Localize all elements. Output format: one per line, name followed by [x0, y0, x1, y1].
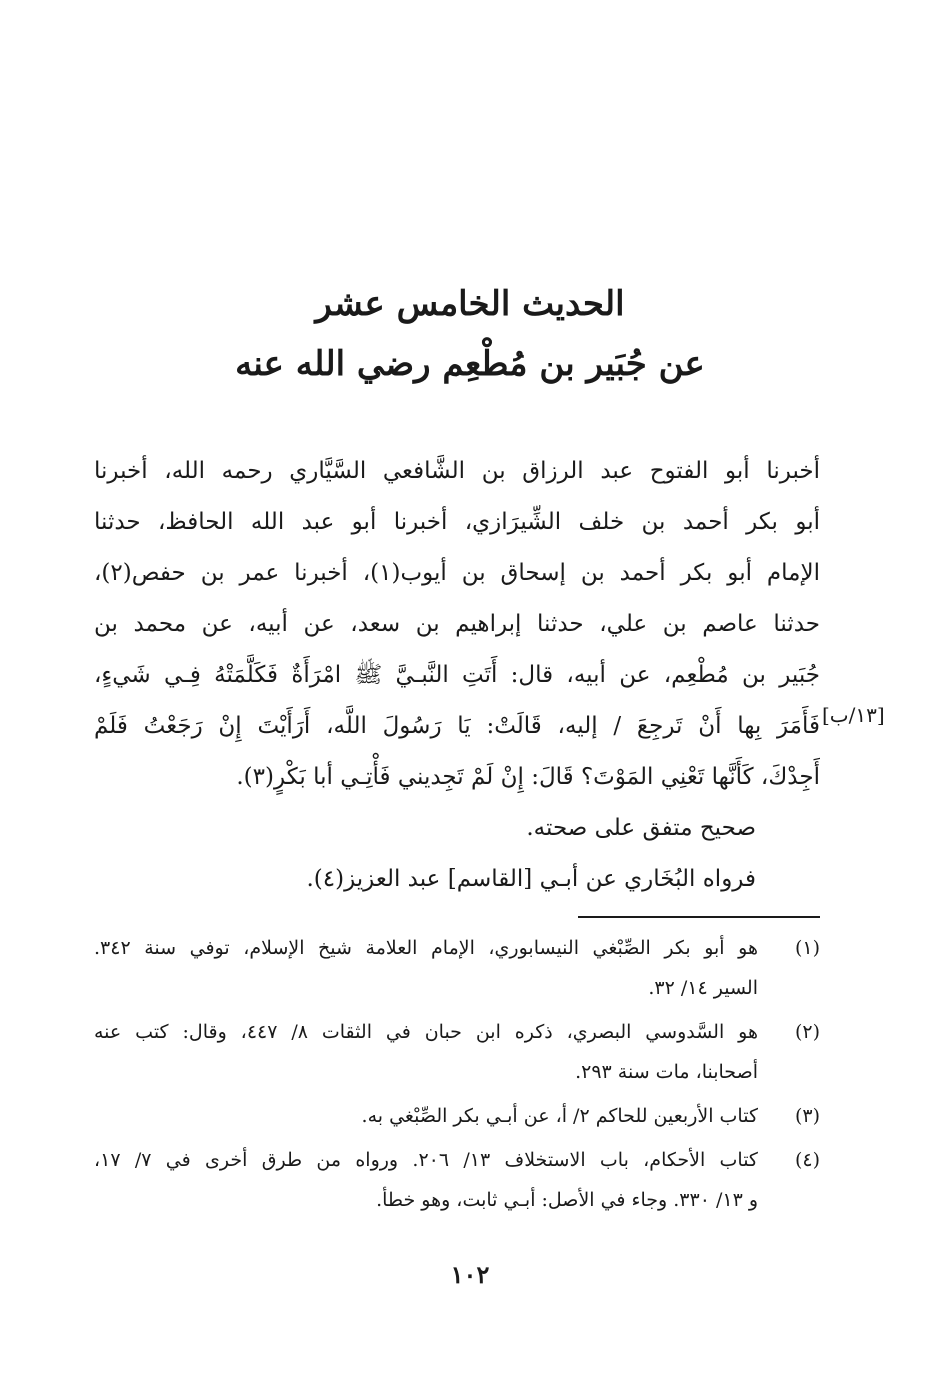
footnote-line: كتاب الأربعين للحاكم ٢/ أ، عن أبـي بكر الصِّبْغي به.: [361, 1105, 758, 1127]
footnote-line: هو أبو بكر الصِّبْغي النيسابوري، الإمام العلامة شيخ الإسلام، توفي سنة ٣٤٢.: [94, 937, 758, 959]
text-line: جُبَير بن مُطْعِم، عن أبيه، قال: أَتَتِ النَّبـيَّ ﷺ امْرَأَةٌ فَكَلَّمَتْهُ فِـي شَيءٍ،: [94, 662, 820, 688]
footnote-4: [94, 1140, 820, 1220]
footnote-line: كتاب الأحكام، باب الاستخلاف ١٣/ ٢٠٦. ورواه من طرق أخرى في ٧/ ١٧،: [94, 1149, 758, 1171]
text-line: الإمام أبو بكر أحمد بن إسحاق بن أيوب(١)، أخبرنا عمر بن حفص(٢)،: [94, 560, 820, 586]
footnote-line: أصحابنا، مات سنة ٢٩٣.: [575, 1061, 758, 1083]
text-line: أخبرنا أبو الفتوح عبد الرزاق بن الشَّافعي السَّيَّاري رحمه الله، أخبرنا: [94, 458, 820, 484]
footnote-2: [94, 1012, 820, 1092]
footnote-line: السير ١٤/ ٣٢.: [648, 977, 758, 999]
footnote-number: (٤): [794, 1149, 820, 1171]
footnote-1: [94, 928, 820, 1008]
text-line: فَأَمَرَ بِها أَنْ تَرجِعَ / إليه، قَالَتْ: يَا رَسُولَ اللَّه، أَرَأَيْتَ إِنْ رَجَعْتُ فَلَمْ: [94, 713, 820, 739]
footnotes: [94, 928, 820, 1224]
footnote-divider: [578, 916, 820, 918]
text-line: حدثنا عاصم بن علي، حدثنا إبراهيم بن سعد، عن أبيه، عن محمد بن: [94, 611, 820, 637]
bukhari-statement: فرواه البُخَاري عن أبـي [القاسم] عبد العزيز(٤).: [306, 866, 756, 892]
hadith-text: [94, 446, 820, 905]
text-line: أَجِدْكَ، كَأَنَّها تَعْنِي المَوْتَ؟ قَالَ: إِنْ لَمْ تَجِديني فَأْتِـي أبا بَكْرٍ(٣).: [236, 764, 820, 790]
text-line: أبو بكر أحمد بن خلف الشِّيرَازي، أخبرنا أبو عبد الله الحافظ، حدثنا: [94, 509, 820, 535]
footnote-number: (١): [794, 937, 820, 959]
footnote-line: هو السَّدوسي البصري، ذكره ابن حبان في الثقات ٨/ ٤٤٧، وقال: كتب عنه: [94, 1021, 758, 1043]
sahih-statement: صحيح متفق على صحته.: [526, 815, 756, 841]
footnote-number: (٢): [794, 1021, 820, 1043]
hadith-subheading: عن جُبَير بن مُطْعِم رضي الله عنه: [235, 344, 705, 384]
hadith-heading: الحديث الخامس عشر: [315, 284, 625, 324]
page-number: ١٠٢: [450, 1260, 490, 1289]
footnote-number: (٣): [794, 1105, 820, 1127]
manuscript-folio-marker: [١٣/ب]: [822, 703, 885, 727]
footnote-line: و ١٣/ ٣٣٠. وجاء في الأصل: أبـي ثابت، وهو خطأ.: [376, 1189, 758, 1211]
footnote-3: [94, 1096, 820, 1136]
